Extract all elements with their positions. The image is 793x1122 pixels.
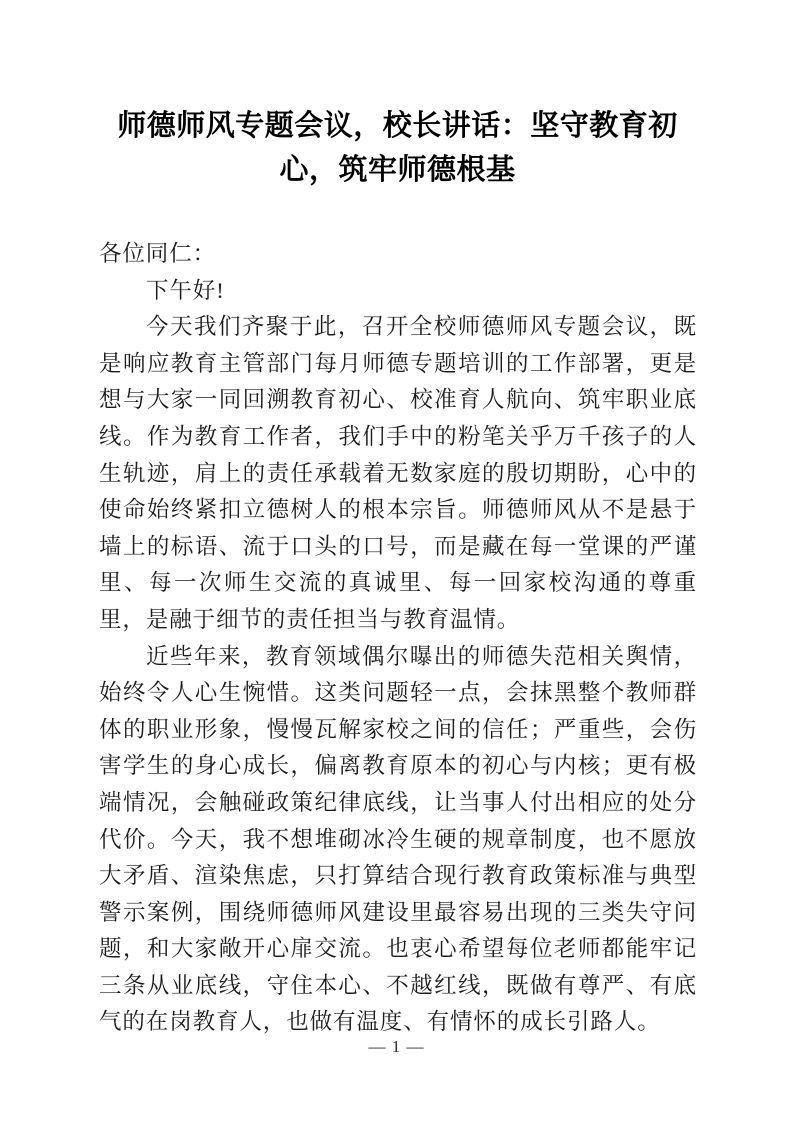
page-number-footer: — 1 — xyxy=(368,1037,425,1056)
paragraph-greeting: 下午好! xyxy=(146,277,225,303)
document-body xyxy=(99,236,697,1041)
paragraph-context: 近些年来，教育领域偶尔曝出的师德失范相关舆情，始终令人心生惋惜。这类问题轻一点，会抹黑整个教师群体的职业形象，慢慢瓦解家校之间的信任；严重些，会伤害学生的身心成长，偏离教育原本的初心与内核；更有极端情况，会触碰政策纪律底线，让当事人付出相应的处分代价。今天，我不想堆砌冰冷生硬的规章制度，也不愿放大矛盾、渲染焦虑，只打算结合现行教育政策标准与典型警示案例，围绕师德师风建设里最容易出现的三类失守问题，和大家敞开心扉交流。也衷心希望每位老师都能牢记三条从业底线，守住本心、不越红线，既做有尊严、有底气的在岗教育人，也做有温度、有情怀的成长引路人。 xyxy=(99,643,697,1035)
page-title: 师德师风专题会议，校长讲话：坚守教育初心，筑牢师德根基 xyxy=(117,110,678,186)
paragraph-salutation: 各位同仁： xyxy=(99,241,217,266)
paragraph-opening: 今天我们齐聚于此，召开全校师德师风专题会议，既是响应教育主管部门每月师德专题培训的工作部署，更是想与大家一同回溯教育初心、校准育人航向、筑牢职业底线。作为教育工作者，我们手中的粉笔关乎万千孩子的人生轨迹，肩上的责任承载着无数家庭的殷切期盼，心中的使命始终紧扣立德树人的根本宗旨。师德师风从不是悬于墙上的标语、流于口头的口号，而是藏在每一堂课的严谨里、每一次师生交流的真诚里、每一回家校沟通的尊重里，是融于细节的责任担当与教育温情。 xyxy=(99,314,697,632)
